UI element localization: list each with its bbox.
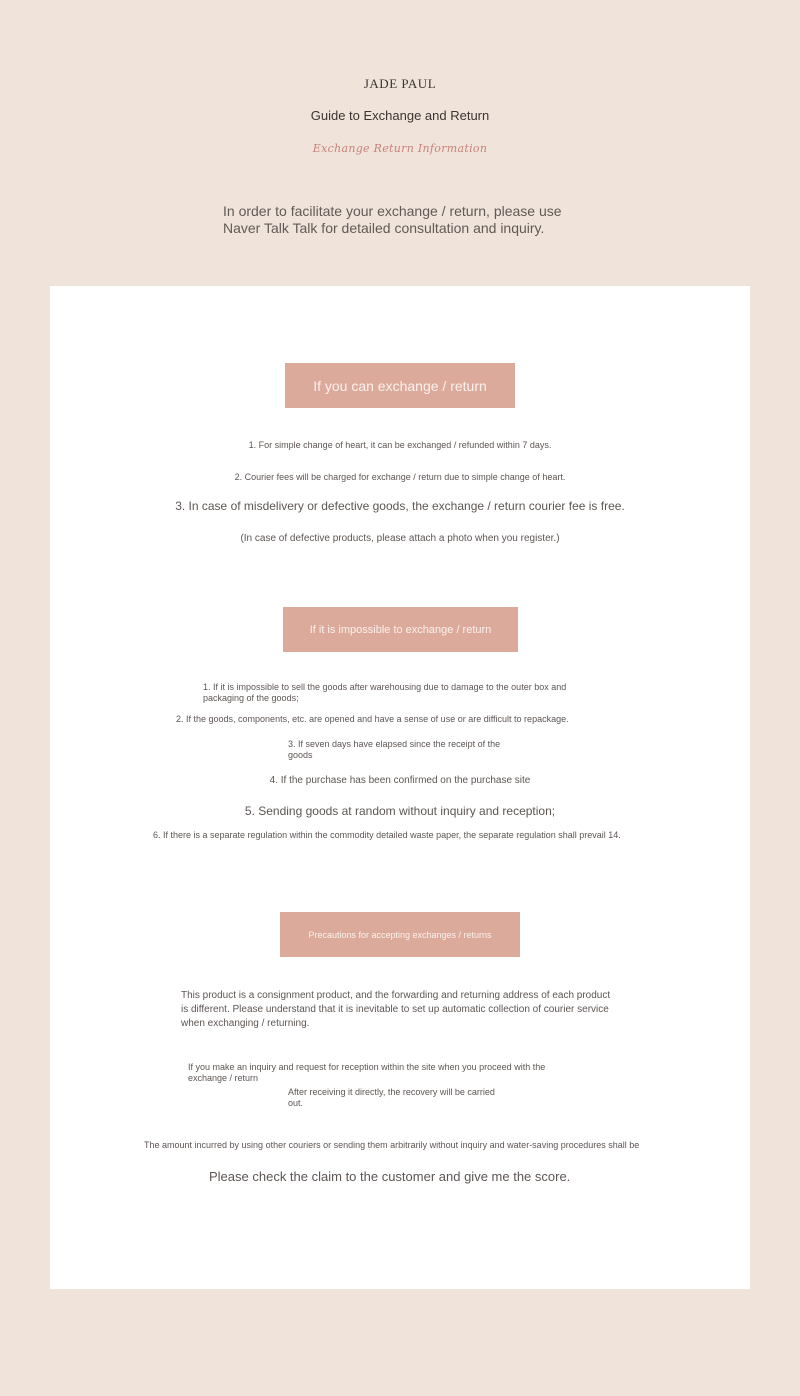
restriction-item-3: 3. If seven days have elapsed since the receipt of the goods [288,739,501,760]
exchange-item-3: 3. In case of misdelivery or defective goods, the exchange / return courier fee is free. [175,499,625,513]
script-subtitle: Exchange Return Information [312,142,488,155]
restriction-item-1: 1. If it is impossible to sell the goods after warehousing due to damage to the outer box and packaging of the goods; [203,682,567,703]
exchange-item-1: 1. For simple change of heart, it can be exchanged / refunded within 7 days. [248,440,552,450]
restriction-item-5: 5. Sending goods at random without inquiry and reception; [244,804,556,818]
intro-line-2: Naver Talk Talk for detailed consultation and inquiry. [223,220,545,236]
exchange-item-2: 2. Courier fees will be charged for exchange / return due to simple change of heart. [234,472,566,482]
exchange-item-note: (In case of defective products, please attach a photo when you register.) [240,533,560,544]
restriction-item-6: 6. If there is a separate regulation within the commodity detailed waste paper, the separate regulation shall prevail 14. [153,830,621,840]
content-card [50,286,750,1289]
precaution-note-1: If you make an inquiry and request for reception within the site when you proceed with the exchange / return [188,1062,546,1083]
restriction-item-2: 2. If the goods, components, etc. are opened and have a sense of use or are difficult to repackage. [176,714,569,724]
section-heading-exchangeable: If you can exchange / return [285,363,515,408]
section-heading-precautions: Precautions for accepting exchanges / returns [280,912,520,957]
intro-line-1: In order to facilitate your exchange / return, please use [223,203,562,219]
section-heading-not-exchangeable: If it is impossible to exchange / return [283,607,518,652]
precaution-paragraph: This product is a consignment product, and the forwarding and returning address of each product is different. Please understand that it is inevitable to set up automatic collection of courier service when exchanging / returning. [181,990,611,1029]
precaution-note-3: The amount incurred by using other couriers or sending them arbitrarily without inquiry and water-saving procedures shall be [144,1140,640,1150]
page-title: Guide to Exchange and Return [310,108,490,123]
brand-name: JADE PAUL [363,76,437,91]
restriction-item-4: 4. If the purchase has been confirmed on the purchase site [269,775,531,786]
closing-text: Please check the claim to the customer and give me the score. [209,1169,571,1184]
precaution-note-2: After receiving it directly, the recovery will be carried out. [288,1087,495,1108]
intro-text [223,203,623,237]
